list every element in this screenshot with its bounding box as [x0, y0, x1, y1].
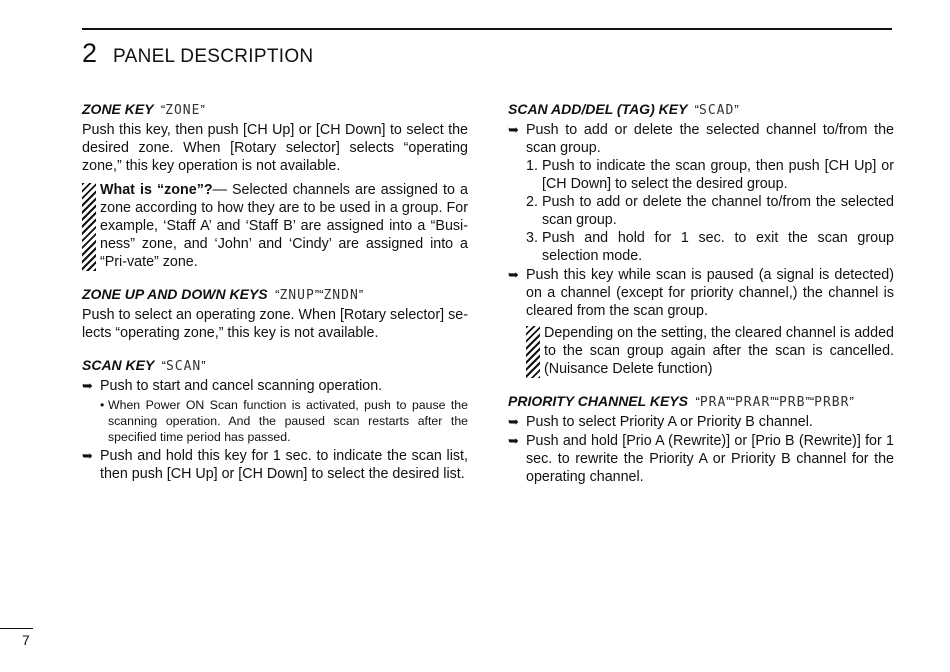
step-item: 1. Push to indicate the scan group, then push [CH Up] or [CH Down] to select the desired group. [526, 158, 894, 192]
zone-updown-section [82, 285, 468, 342]
arrow-bullet-icon: ➥ [82, 378, 93, 393]
priority-channel-title: PRIORITY CHANNEL KEYS [508, 393, 688, 409]
note-hatch-icon [526, 326, 540, 378]
arrow-bullet-icon: ➥ [508, 433, 519, 448]
top-rule [82, 28, 892, 30]
right-column [508, 100, 894, 500]
scan-add-item-1: ➥ Push to add or delete the selected channel to/from the scan group. 1. Push to indicate the scan group, then push [CH Up] or [CH Down] to select the desired group. 2. Push to add or delete the channel to/from the selected scan group. 3. Push and hold for 1 sec. to exit the scan group selection mode. [508, 122, 894, 264]
scan-add-del-heading [508, 100, 894, 120]
zone-updown-description: Push to select an operating zone. When [Rotary selector] se-lects “operating zone,” this key is not available. [82, 307, 468, 341]
scan-key-heading [82, 356, 468, 376]
chapter-title: PANEL DESCRIPTION [113, 46, 314, 67]
zone-key-section [82, 100, 468, 271]
pra-lcd-label: “PRA” [691, 394, 731, 410]
zone-key-description: Push this key, then push [CH Up] or [CH Down] to select the desired zone. When [Rotary selector] selects “operating zone,” this key operation is not available. [82, 122, 468, 174]
chapter-number: 2 [82, 38, 98, 68]
arrow-bullet-icon: ➥ [508, 414, 519, 429]
scan-key-title: SCAN KEY [82, 357, 155, 373]
scan-add-del-title: SCAN ADD/DEL (TAG) KEY [508, 101, 688, 117]
zone-key-heading [82, 100, 468, 120]
arrow-bullet-icon: ➥ [508, 267, 519, 282]
scan-lcd-label: “SCAN” [157, 358, 206, 374]
priority-item-2: ➥ Push and hold [Prio A (Rewrite)] or [Prio B (Rewrite)] for 1 sec. to rewrite the Priority A or Priority B channel for the operating channel. [508, 433, 894, 485]
znup-lcd-label: “ZNUP” [271, 287, 320, 303]
zone-note-text [100, 181, 468, 271]
note-hatch-icon [82, 183, 96, 271]
scan-item-1: ➥ Push to start and cancel scanning operation. [82, 378, 383, 394]
zone-lcd-label: “ZONE” [157, 102, 205, 118]
page-number: 7 [22, 632, 30, 648]
step-item: 3. Push and hold for 1 sec. to exit the scan group selection mode. [526, 230, 894, 264]
scan-key-section [82, 356, 468, 483]
priority-channel-heading [508, 392, 894, 412]
footer-rule [0, 628, 33, 629]
scan-group-steps [526, 157, 894, 265]
scan-add-del-section [508, 100, 894, 378]
dot-bullet-icon: • [100, 398, 105, 412]
scan-sub-bullet: • When Power ON Scan function is activated, push to pause the scanning operation. And the paused scan restarts after the specified time period has passed. [100, 398, 468, 444]
scan-add-item-2: ➥ Push this key while scan is paused (a signal is detected) on a channel (except for priority channel,) the channel is cleared from the scan group. [508, 267, 894, 319]
zone-note [82, 181, 468, 271]
arrow-bullet-icon: ➥ [508, 122, 519, 137]
left-column [82, 100, 468, 497]
zone-updown-title: ZONE UP AND DOWN KEYS [82, 286, 268, 302]
scad-lcd-label: “SCAD” [691, 102, 739, 118]
chapter-header [82, 38, 313, 69]
nuisance-delete-note-text: Depending on the setting, the cleared channel is added to the scan group again after the scan is cancelled. (Nuisance Delete function) [544, 325, 894, 377]
zndn-lcd-label: “ZNDN” [319, 287, 364, 303]
prar-lcd-label: “PRAR” [730, 394, 775, 410]
zone-key-title: ZONE KEY [82, 101, 154, 117]
priority-channel-section [508, 392, 894, 486]
step-item: 2. Push to add or delete the channel to/from the selected scan group. [526, 194, 894, 228]
nuisance-delete-note [526, 324, 894, 378]
priority-item-1: ➥ Push to select Priority A or Priority B channel. [508, 414, 813, 430]
arrow-bullet-icon: ➥ [82, 448, 93, 463]
prbr-lcd-label: “PRBR” [809, 394, 854, 410]
zone-updown-heading [82, 285, 468, 305]
scan-item-2: ➥ Push and hold this key for 1 sec. to indicate the scan list, then push [CH Up] or [CH Down] to select the desired list. [82, 448, 468, 482]
prb-lcd-label: “PRB” [774, 394, 810, 410]
zone-note-body: — Selected channels are assigned to a zone according to how they are to be used in a group. For example, ‘Staff A’ and ‘Staff B’ are assigned into a “Busi-ness” zone, and ‘John’ and ‘Cindy’ are assigned into a “Pri-vate” zone. [100, 182, 469, 270]
zone-note-bold: What is “zone”? [100, 182, 213, 198]
